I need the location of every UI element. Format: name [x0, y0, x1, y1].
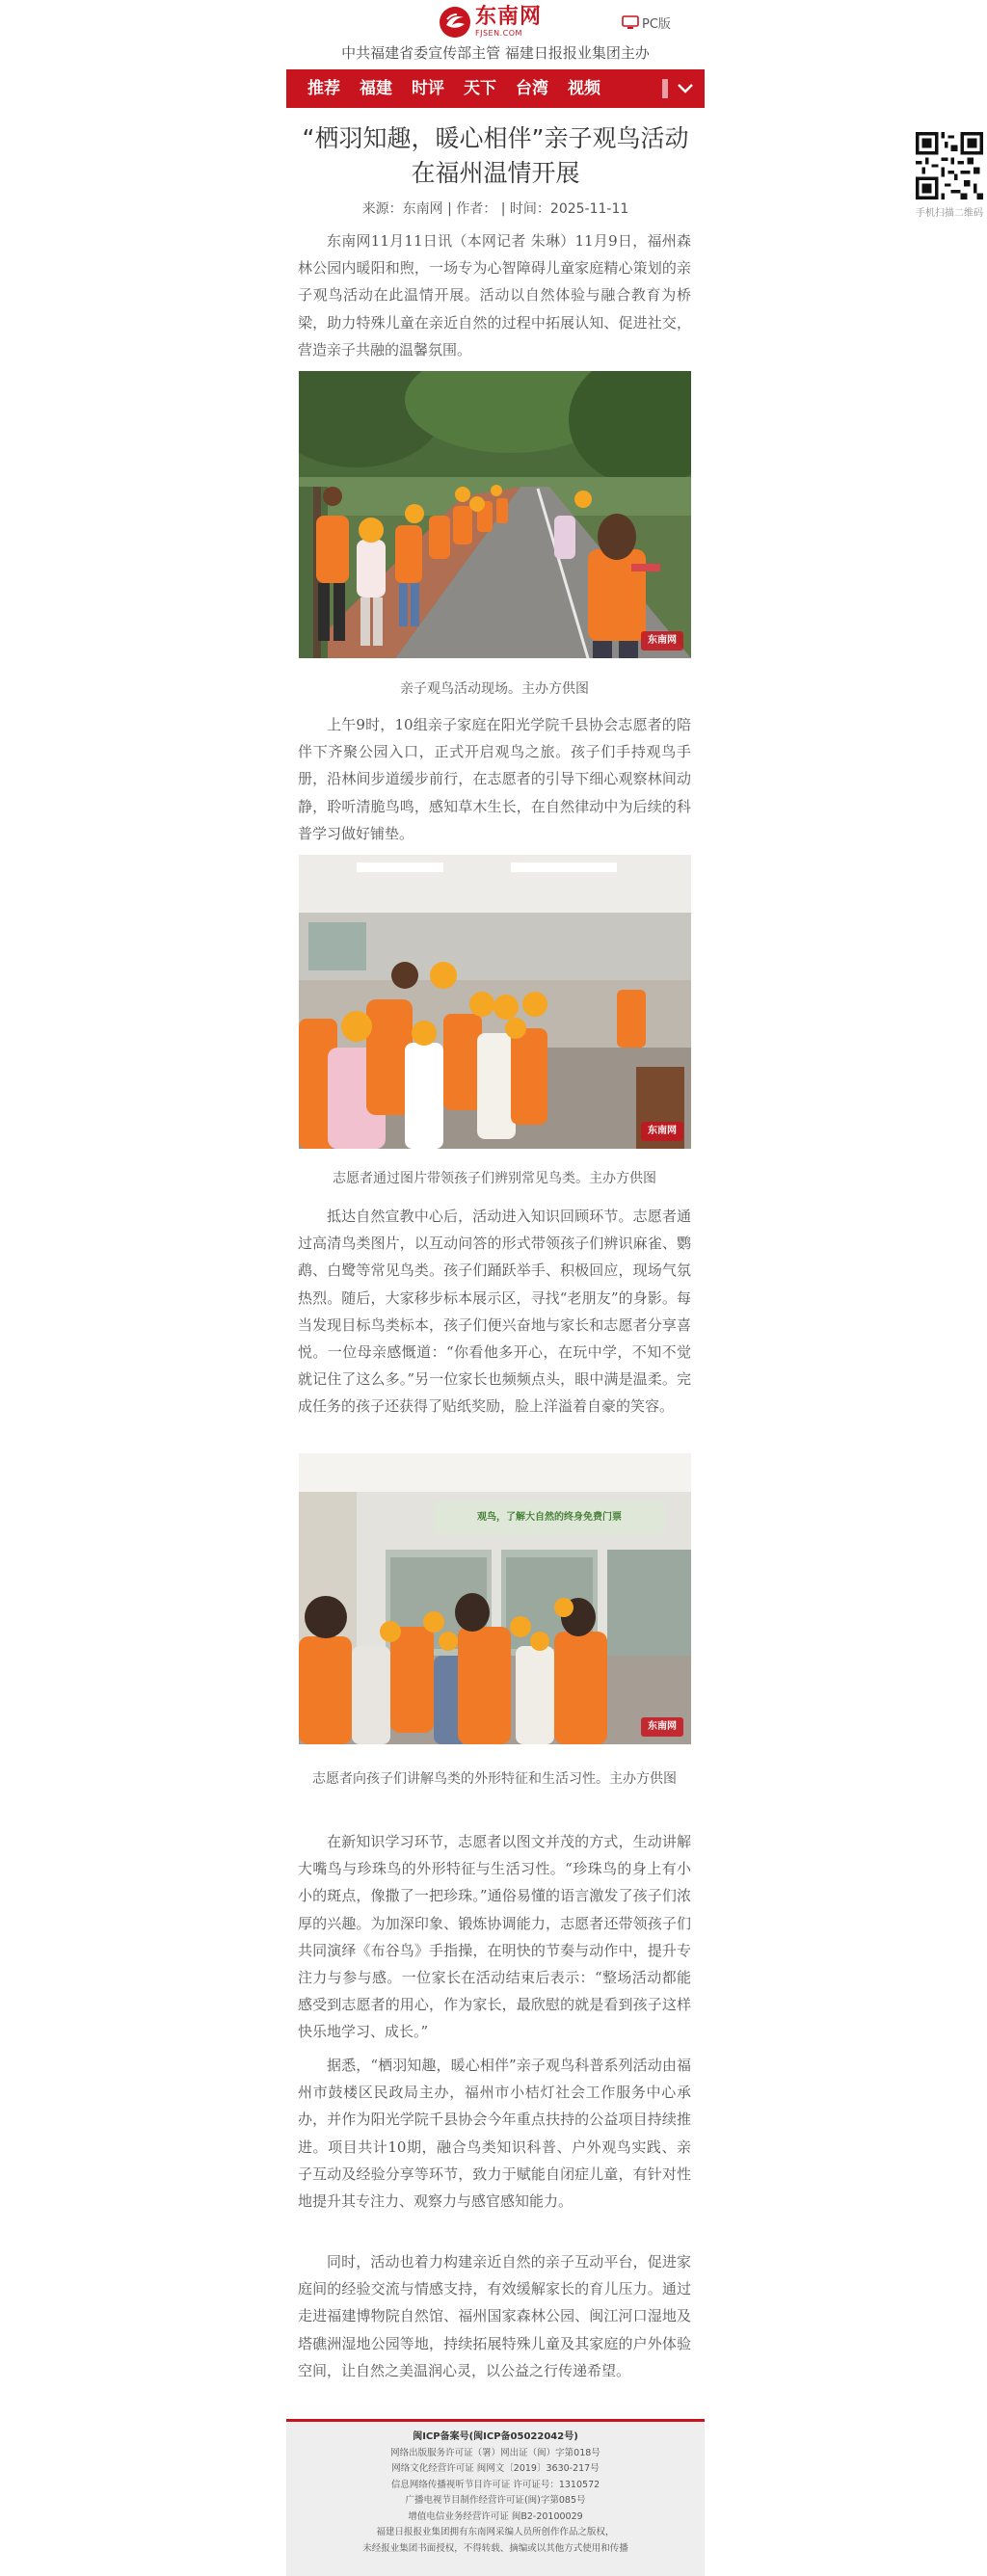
article-paragraph: 在新知识学习环节，志愿者以图文并茂的方式，生动讲解大嘴鸟与珍珠鸟的外形特征与生活习性。“珍珠鸟的身上有小小的斑点，像撒了一把珍珠。”通俗易懂的语言激发了孩子们浓厚的兴趣。为加深印象、锻炼协调能力，志愿者还带领孩子们共同演绎《布谷鸟》手指操，在明快的节奏与动作中，提升专注力与参与感。一位家长在活动结束后表示：“整场活动都能感受到志愿者的用心，作为家长，最欣慰的就是看到孩子这样快乐地学习、成长。” [298, 1833, 691, 2041]
article-title-line-1: “栖羽知趣，暖心相伴”亲子观鸟活动 [302, 124, 689, 152]
channel-nav [286, 69, 705, 108]
article-paragraph: 据悉，“栖羽知趣，暖心相伴”亲子观鸟科普系列活动由福州市鼓楼区民政局主办，福州市小桔灯社会工作服务中心承办，并作为阳光学院千县协会今年重点扶持的公益项目持续推进。项目共计10期，融合鸟类知识科普、户外观鸟实践、亲子互动及经验分享等环节，致力于赋能自闭症儿童，有针对性地提升其专注力、观察力与感官感知能力。 [298, 2057, 691, 2211]
article-paragraph: 同时，活动也着力构建亲近自然的亲子互动平台，促进家庭间的经验交流与情感支持，有效缓解家长的育儿压力。通过走进福建博物院自然馆、福州国家森林公园、闽江河口湿地及塔礁洲湿地公园等地，持续拓展特殊儿童及其家庭的户外体验空间，让自然之美温润心灵，以公益之行传递希望。 [298, 2253, 691, 2379]
photo-1-scene [299, 371, 691, 658]
photo-caption: 亲子观鸟活动现场。主办方供图 [400, 681, 589, 697]
article-title-line-2: 在福州温情开展 [411, 159, 580, 187]
footer-license-line: 增值电信业务经营许可证 闽B2-20100029 [408, 2510, 583, 2522]
nav-item-world[interactable]: 天下 [464, 79, 496, 98]
footer-copyright-line: 福建日报报业集团拥有东南网采编人员所创作作品之版权， [376, 2527, 615, 2537]
pc-version-link[interactable] [622, 13, 671, 32]
footer-license-line: 广播电视节目制作经营许可证(闽)字第085号 [405, 2495, 586, 2506]
footer-license-line: 网络文化经营许可证 闽网文〔2019〕3630-217号 [391, 2463, 600, 2474]
chevron-down-icon [677, 83, 694, 94]
monitor-icon [622, 15, 639, 30]
logo-text: 东南网 [475, 5, 543, 29]
qr-label: 手机扫描二维码 [916, 208, 983, 219]
article-paragraph: 东南网11月11日讯（本网记者 朱琳）11月9日，福州森林公园内暖阳和煦，一场专为心智障碍儿童家庭精心策划的亲子观鸟活动在此温情开展。活动以自然体验与融合教育为桥梁，助力特殊儿童在亲近自然的过程中拓展认知、促进社交，营造亲子共融的温馨氛围。 [298, 232, 691, 359]
photo-watermark: 东南网 [641, 1122, 683, 1141]
exhibition-banner-text: 观鸟，了解大自然的终身免费门票 [477, 1512, 622, 1523]
site-logo[interactable] [439, 4, 542, 40]
article-paragraph: 抵达自然宣教中心后，活动进入知识回顾环节。志愿者通过高清鸟类图片，以互动问答的形式带领孩子们辨识麻雀、鹦鹉、白鹭等常见鸟类。孩子们踊跃举手、积极回应，现场气氛热烈。随后，大家移步标本展示区，寻找“老朋友”的身影。每当发现目标鸟类标本，孩子们便兴奋地与家长和志愿者分享喜悦。一位母亲感慨道：“你看他多开心，在玩中学，不知不觉就记住了这么多。”另一位家长也频频点头，眼中满是温柔。完成任务的孩子还获得了贴纸奖励，脸上洋溢着自豪的笑容。 [298, 1208, 691, 1416]
article-photo-1 [299, 371, 691, 658]
photo-caption: 志愿者通过图片带领孩子们辨别常见鸟类。主办方供图 [333, 1171, 656, 1186]
photo-3-scene [299, 1453, 691, 1744]
photo-2-scene [299, 855, 691, 1149]
footer-license-line: 信息网络传播视听节目许可证 许可证号：1310572 [390, 2479, 600, 2490]
qr-code-icon [916, 132, 983, 199]
article-title [286, 121, 705, 191]
nav-item-commentary[interactable]: 时评 [412, 79, 444, 98]
footer-license-line: 网络出版服务许可证（署）网出证（闽）字第018号 [390, 2447, 600, 2458]
nav-more-button[interactable] [666, 69, 705, 108]
fjsen-logo-icon [439, 6, 471, 39]
photo-caption: 志愿者向孩子们讲解鸟类的外形特征和生活习性。主办方供图 [312, 1771, 677, 1787]
site-footer [286, 2419, 705, 2576]
pc-version-label: PC版 [642, 17, 671, 32]
logo-domain: FJSEN.COM [475, 29, 522, 38]
nav-item-video[interactable]: 视频 [568, 79, 600, 98]
nav-item-taiwan[interactable]: 台湾 [516, 79, 548, 98]
article-photo-3 [299, 1453, 691, 1744]
photo-watermark: 东南网 [641, 631, 683, 651]
sponsor-line: 中共福建省委宣传部主管 福建日报报业集团主办 [341, 44, 650, 62]
article-paragraph: 上午9时，10组亲子家庭在阳光学院千县协会志愿者的陪伴下齐聚公园入口，正式开启观鸟之旅。孩子们手持观鸟手册，沿林间步道缓步前行，在志愿者的引导下细心观察林间动静，聆听清脆鸟鸣，感知草木生长，在自然律动中为后续的科普学习做好铺垫。 [298, 716, 691, 842]
article-meta: 来源：东南网 | 作者： | 时间：2025-11-11 [361, 201, 629, 217]
nav-item-recommend[interactable]: 推荐 [307, 79, 340, 98]
nav-item-fujian[interactable]: 福建 [360, 79, 392, 98]
article-photo-2 [299, 855, 691, 1149]
footer-copyright-line: 未经报业集团书面授权，不得转载、摘编或以其他方式使用和传播 [362, 2542, 628, 2554]
footer-icp-line[interactable]: 闽ICP备案号(闽ICP备05022042号) [413, 2431, 578, 2442]
photo-watermark: 东南网 [641, 1717, 683, 1737]
